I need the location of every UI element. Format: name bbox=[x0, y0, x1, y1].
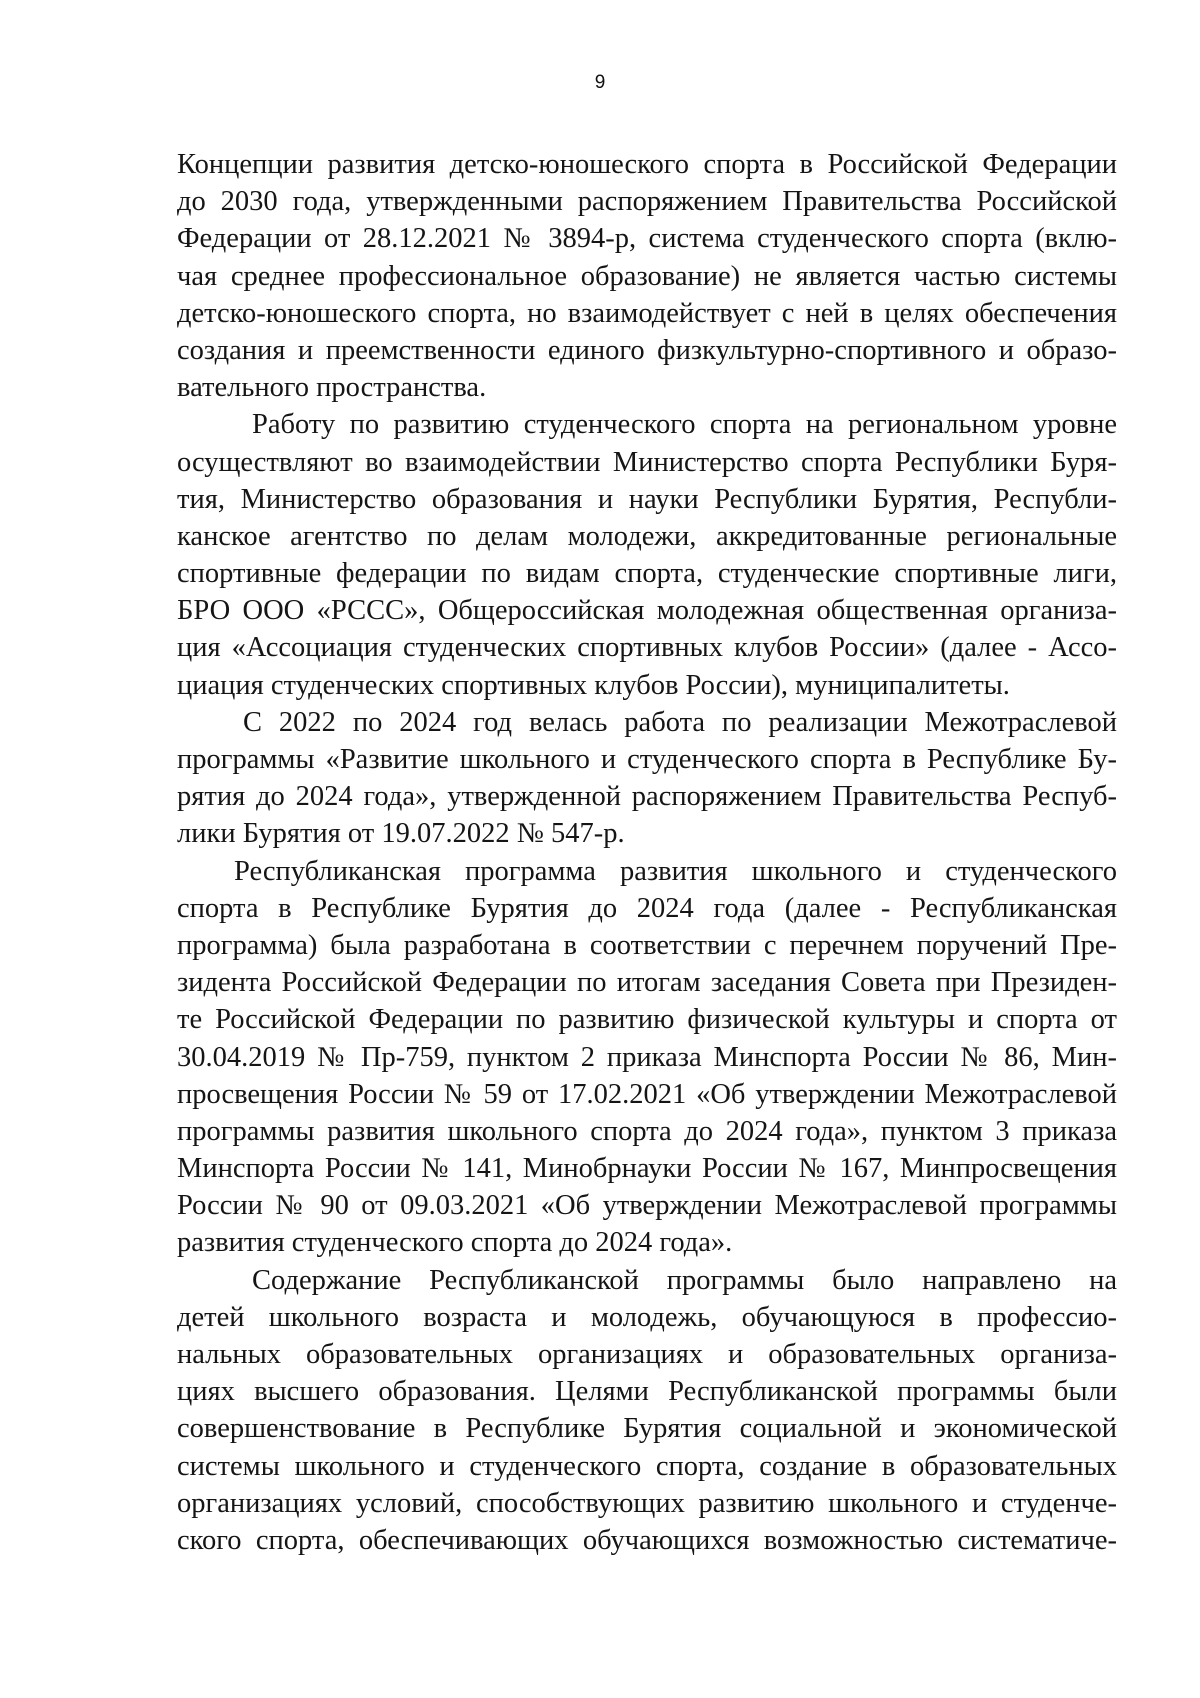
page-number: 9 bbox=[594, 72, 606, 93]
text-line: ция «Ассоциация студенческих спортивных клубов России» (далее - Ассо- bbox=[177, 632, 1117, 664]
text-line: Концепции развития детско-юношеского спорта в Российской Федерации bbox=[177, 149, 1117, 180]
text-line: Содержание Республиканской программы было направлено на bbox=[252, 1264, 1117, 1296]
text-line: детей школьного возраста и молодежь, обучающуюся в профессио- bbox=[177, 1301, 1117, 1333]
text-line: нальных образовательных организациях и образовательных организа- bbox=[177, 1339, 1117, 1370]
text-line: программа) была разработана в соответствии с перечнем поручений Пре- bbox=[177, 929, 1117, 961]
paragraph-5 bbox=[177, 1262, 1117, 1560]
text-line: зидента Российской Федерации по итогам заседания Совета при Президен- bbox=[177, 967, 1117, 999]
text-line: Работу по развитию студенческого спорта на региональном уровне bbox=[252, 409, 1117, 441]
document-body bbox=[177, 146, 1117, 1559]
text-line: Федерации от 28.12.2021 № 3894-р, система студенческого спорта (вклю- bbox=[177, 223, 1117, 255]
text-line: системы школьного и студенческого спорта, создание в образовательных bbox=[177, 1450, 1117, 1482]
text-line: программы развития школьного спорта до 2024 года», пунктом 3 приказа bbox=[177, 1115, 1117, 1147]
text-line: лики Бурятия от 19.07.2022 № 547-р. bbox=[177, 818, 625, 850]
text-line: те Российской Федерации по развитию физической культуры и спорта от bbox=[177, 1004, 1117, 1036]
text-line: создания и преемственности единого физкультурно-спортивного и образо- bbox=[177, 334, 1117, 366]
text-line: ского спорта, обеспечивающих обучающихся возможностью систематиче- bbox=[177, 1524, 1117, 1556]
text-line: тия, Министерство образования и науки Республики Бурятия, Республи- bbox=[177, 483, 1117, 515]
paragraph-1 bbox=[177, 146, 1117, 406]
text-line: детско-юношеского спорта, но взаимодействует с ней в целях обеспечения bbox=[177, 297, 1117, 329]
text-line: канское агентство по делам молодежи, аккредитованные региональные bbox=[177, 520, 1117, 552]
text-line: Республиканская программа развития школьного и студенческого bbox=[234, 855, 1117, 887]
text-line: циация студенческих спортивных клубов России), муниципалитеты. bbox=[177, 669, 1010, 701]
text-line: программы «Развитие школьного и студенческого спорта в Республике Бу- bbox=[177, 744, 1117, 775]
text-line: до 2030 года, утвержденными распоряжением Правительства Российской bbox=[177, 186, 1117, 218]
text-line: вательного пространства. bbox=[177, 372, 487, 404]
text-line: 30.04.2019 № Пр-759, пунктом 2 приказа Минспорта России № 86, Мин- bbox=[177, 1041, 1117, 1073]
text-line: осуществляют во взаимодействии Министерство спорта Республики Буря- bbox=[177, 446, 1117, 478]
paragraph-3 bbox=[177, 704, 1117, 853]
text-line: спортивные федерации по видам спорта, студенческие спортивные лиги, bbox=[177, 558, 1117, 590]
text-line: БРО ООО «РССС», Общероссийская молодежная общественная организа- bbox=[177, 595, 1117, 627]
text-line: совершенствование в Республике Бурятия социальной и экономической bbox=[177, 1413, 1117, 1445]
text-line: спорта в Республике Бурятия до 2024 года (далее - Республиканская bbox=[177, 892, 1117, 924]
text-line: С 2022 по 2024 год велась работа по реализации Межотраслевой bbox=[243, 706, 1117, 738]
text-line: чая среднее профессиональное образование) не является частью системы bbox=[177, 260, 1117, 292]
text-line: циях высшего образования. Целями Республиканской программы были bbox=[177, 1376, 1117, 1408]
text-line: просвещения России № 59 от 17.02.2021 «Об утверждении Межотраслевой bbox=[177, 1078, 1117, 1110]
paragraph-4 bbox=[177, 853, 1117, 1262]
text-line: рятия до 2024 года», утвержденной распоряжением Правительства Респуб- bbox=[177, 781, 1117, 813]
text-line: организациях условий, способствующих развитию школьного и студенче- bbox=[177, 1487, 1117, 1519]
text-line: развития студенческого спорта до 2024 года». bbox=[177, 1227, 733, 1259]
paragraph-2 bbox=[177, 406, 1117, 704]
text-line: России № 90 от 09.03.2021 «Об утверждении Межотраслевой программы bbox=[177, 1190, 1117, 1222]
text-line: Минспорта России № 141, Минобрнауки России № 167, Минпросвещения bbox=[177, 1153, 1117, 1185]
